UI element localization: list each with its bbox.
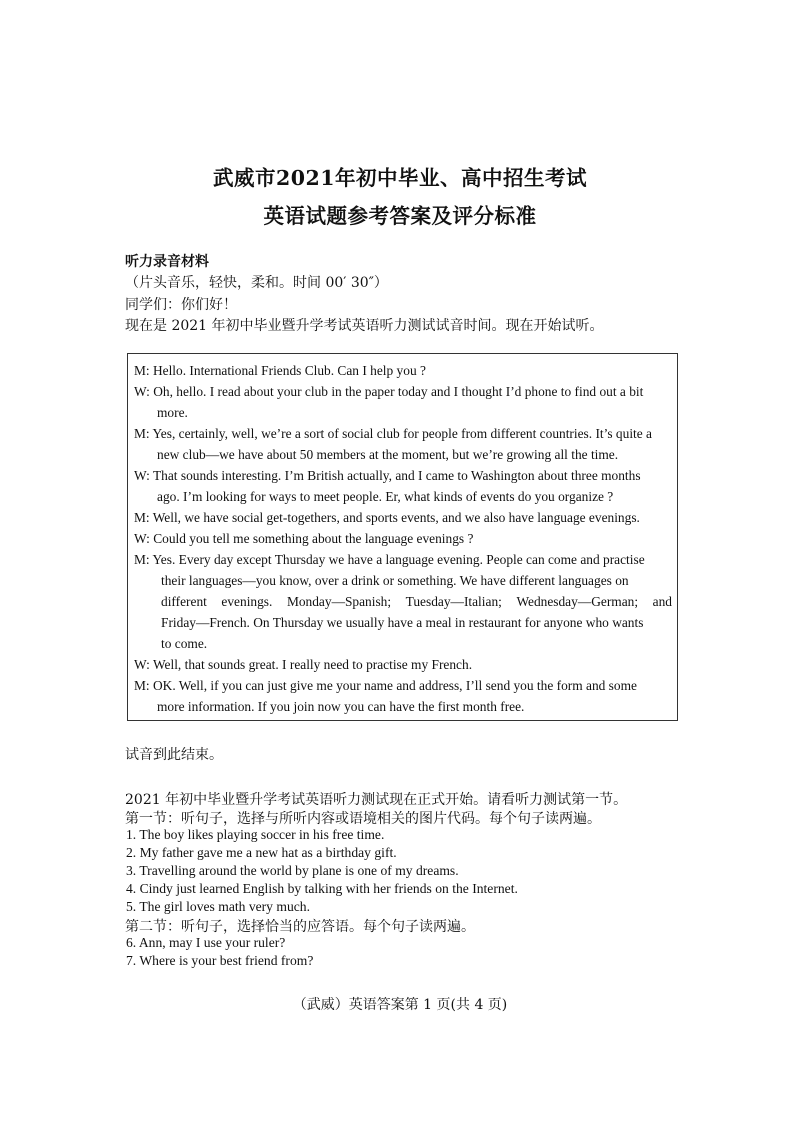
question-item: 5. The girl loves math very much. <box>126 899 310 914</box>
dialog-line: M: Yes, certainly, well, we’re a sort of social club for people from different countries. It’s quite a <box>134 426 652 441</box>
question-item: 4. Cindy just learned English by talking with her friends on the Internet. <box>126 881 518 896</box>
question-item: 6. Ann, may I use your ruler? <box>126 935 286 950</box>
dialog-word: Tuesday—Italian; <box>405 594 502 609</box>
dialog-line: M: Well, we have social get-togethers, and sports events, and we also have language evenings. <box>134 510 640 525</box>
dialog-line: their languages—you know, over a drink or something. We have different languages on <box>161 573 629 588</box>
page-subtitle: 英语试题参考答案及评分标准 <box>263 204 537 228</box>
dialog-line: Friday—French. On Thursday we usually have a meal in restaurant for anyone who wants <box>161 615 644 630</box>
dialog-line: M: Hello. International Friends Club. Can I help you ? <box>134 363 426 378</box>
page-title: 武威市2021年初中毕业、高中招生考试 <box>212 166 588 190</box>
dialog-line: W: That sounds interesting. I’m British actually, and I came to Washington about three months <box>134 468 641 483</box>
dialog-line: more information. If you join now you can have the first month free. <box>157 699 525 714</box>
formal-start-note: 2021 年初中毕业暨升学考试英语听力测试现在正式开始。请看听力测试第一节。 <box>125 792 628 808</box>
trial-start-note: 现在是 2021 年初中毕业暨升学考试英语听力测试试音时间。现在开始试听。 <box>125 318 604 334</box>
page-footer: （武威）英语答案第 1 页(共 4 页) <box>292 997 508 1013</box>
dialog-word: Wednesday—German; <box>516 594 639 609</box>
dialog-line: M: OK. Well, if you can just give me your name and address, I’ll send you the form and some <box>134 678 637 693</box>
listening-material-heading: 听力录音材料 <box>125 254 209 270</box>
section-2-instruction: 第二节：听句子，选择恰当的应答语。每个句子读两遍。 <box>125 919 475 935</box>
dialog-word: Monday—Spanish; <box>286 594 392 609</box>
dialog-line: W: Well, that sounds great. I really need to practise my French. <box>134 657 473 672</box>
question-item: 2. My father gave me a new hat as a birthday gift. <box>126 845 397 860</box>
dialog-line: W: Oh, hello. I read about your club in the paper today and I thought I’d phone to find out a bit <box>134 384 644 399</box>
trial-end-note: 试音到此结束。 <box>125 747 223 763</box>
dialog-line: more. <box>157 405 188 420</box>
dialog-line: W: Could you tell me something about the language evenings ? <box>134 531 474 546</box>
dialog-word: evenings. <box>221 594 273 609</box>
dialog-word: different <box>161 594 207 609</box>
dialog-line-justified <box>161 594 672 610</box>
greeting: 同学们：你们好！ <box>125 297 237 313</box>
dialog-line: new club—we have about 50 members at the moment, but we’re growing all the time. <box>157 447 619 462</box>
dialog-line: ago. I’m looking for ways to meet people. Er, what kinds of events do you organize ? <box>157 489 614 504</box>
question-item: 1. The boy likes playing soccer in his free time. <box>126 827 385 842</box>
section-1-instruction: 第一节：听句子，选择与所听内容或语境相关的图片代码。每个句子读两遍。 <box>125 811 601 827</box>
dialog-line: M: Yes. Every day except Thursday we have a language evening. People can come and practise <box>134 552 645 567</box>
music-note: （片头音乐，轻快，柔和。时间 00′ 30″） <box>125 275 388 291</box>
dialog-word: and <box>652 594 672 609</box>
question-item: 7. Where is your best friend from? <box>126 953 314 968</box>
dialog-line: to come. <box>161 636 208 651</box>
question-item: 3. Travelling around the world by plane is one of my dreams. <box>126 863 459 878</box>
